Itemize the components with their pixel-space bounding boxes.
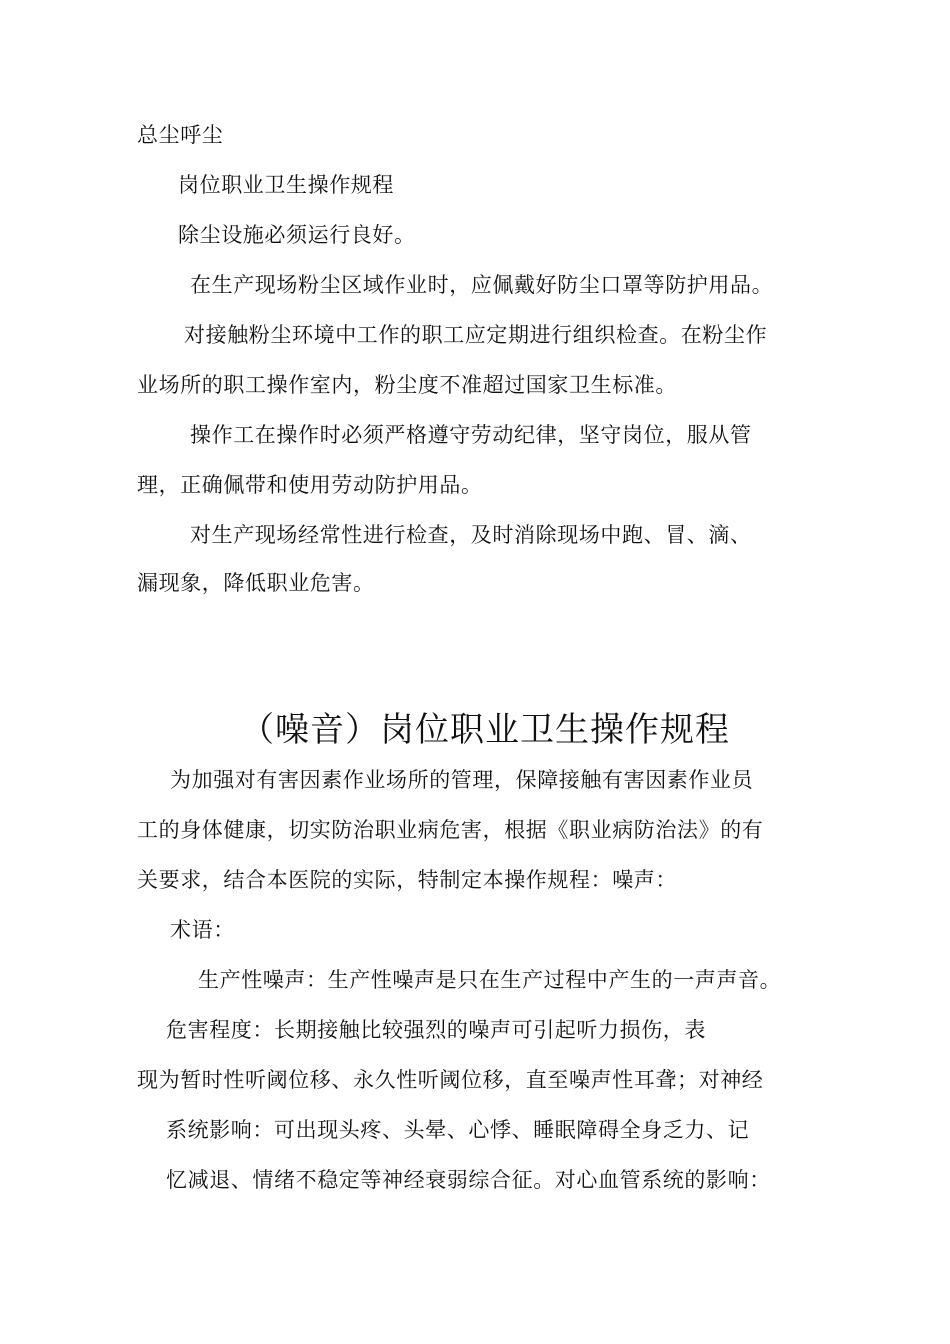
top-label: 总尘呼尘: [137, 123, 224, 147]
paragraph-line: 现为暂时性听阈位移、永久性听阈位移，直至噪声性耳聋；对神经: [137, 1068, 764, 1092]
paragraph-line: 术语：: [170, 918, 235, 942]
paragraph-line: 理，正确佩带和使用劳动防护用品。: [137, 473, 483, 497]
paragraph-line: 业场所的职工操作室内，粉尘度不准超过国家卫生标准。: [137, 373, 677, 397]
paragraph-line: 危害程度：长期接触比较强烈的噪声可引起听力损伤，表: [166, 1018, 706, 1042]
paragraph-line: 对生产现场经常性进行检查，及时消除现场中跑、冒、滴、: [190, 523, 752, 547]
section1-subtitle: 岗位职业卫生操作规程: [178, 173, 394, 197]
paragraph-line: 系统影响：可出现头疼、头晕、心悸、睡眠障碍全身乏力、记: [166, 1118, 750, 1142]
paragraph-line: 关要求，结合本医院的实际，特制定本操作规程：噪声：: [137, 868, 677, 892]
paragraph-line: 除尘设施必须运行良好。: [178, 223, 416, 247]
paragraph-line: 生产性噪声：生产性噪声是只在生产过程中产生的一声声音。: [198, 968, 782, 992]
paragraph-line: 对接触粉尘环境中工作的职工应定期进行组织检查。在粉尘作: [184, 323, 768, 347]
section2-title: （噪音）岗位职业卫生操作规程: [240, 710, 730, 750]
paragraph-line: 漏现象，降低职业危害。: [137, 571, 375, 595]
paragraph-line: 在生产现场粉尘区域作业时，应佩戴好防尘口罩等防护用品。: [190, 273, 774, 297]
paragraph-line: 为加强对有害因素作业场所的管理，保障接触有害因素作业员: [170, 768, 754, 792]
paragraph-line: 工的身体健康，切实防治职业病危害，根据《职业病防治法》的有: [137, 818, 764, 842]
paragraph-line: 忆减退、情绪不稳定等神经衰弱综合征。对心血管系统的影响：: [166, 1168, 771, 1192]
paragraph-line: 操作工在操作时必须严格遵守劳动纪律，坚守岗位，服从管: [190, 423, 752, 447]
